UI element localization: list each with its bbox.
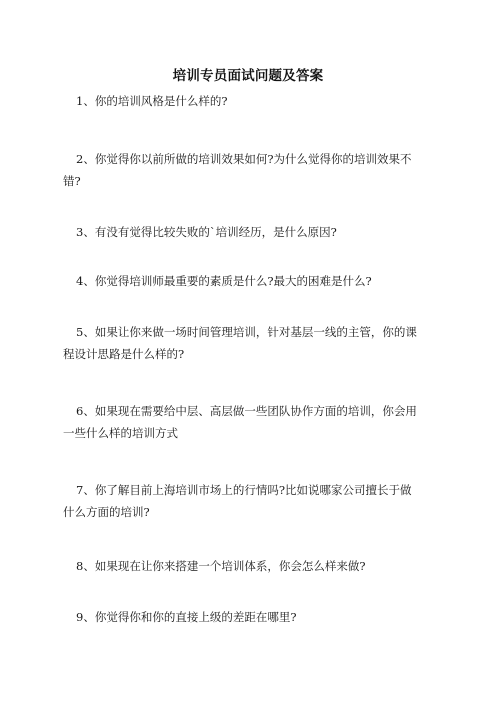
question-8: 8、如果现在让你来搭建一个培训体系，你会怎么样来做?: [76, 559, 366, 573]
question-1: 1、你的培训风格是什么样的?: [76, 94, 228, 108]
question-4: 4、你觉得培训师最重要的素质是什么?最大的困难是什么?: [76, 274, 372, 288]
question-6: 6、如果现在需要给中层、高层做一些团队协作方面的培训，你会用一些什么样的培训方式: [63, 404, 417, 440]
question-2: 2、你觉得你以前所做的培训效果如何?为什么觉得你的培训效果不错?: [63, 152, 412, 188]
question-9: 9、你觉得你和你的直接上级的差距在哪里?: [76, 610, 297, 624]
question-7: 7、你了解目前上海培训市场上的行情吗?比如说哪家公司擅长于做什么方面的培训?: [63, 483, 412, 519]
document-title: 培训专员面试问题及答案: [172, 68, 324, 84]
question-3: 3、有没有觉得比较失败的`培训经历，是什么原因?: [76, 225, 337, 239]
question-5: 5、如果让你来做一场时间管理培训，针对基层一线的主管，你的课程设计思路是什么样的?: [63, 325, 417, 361]
